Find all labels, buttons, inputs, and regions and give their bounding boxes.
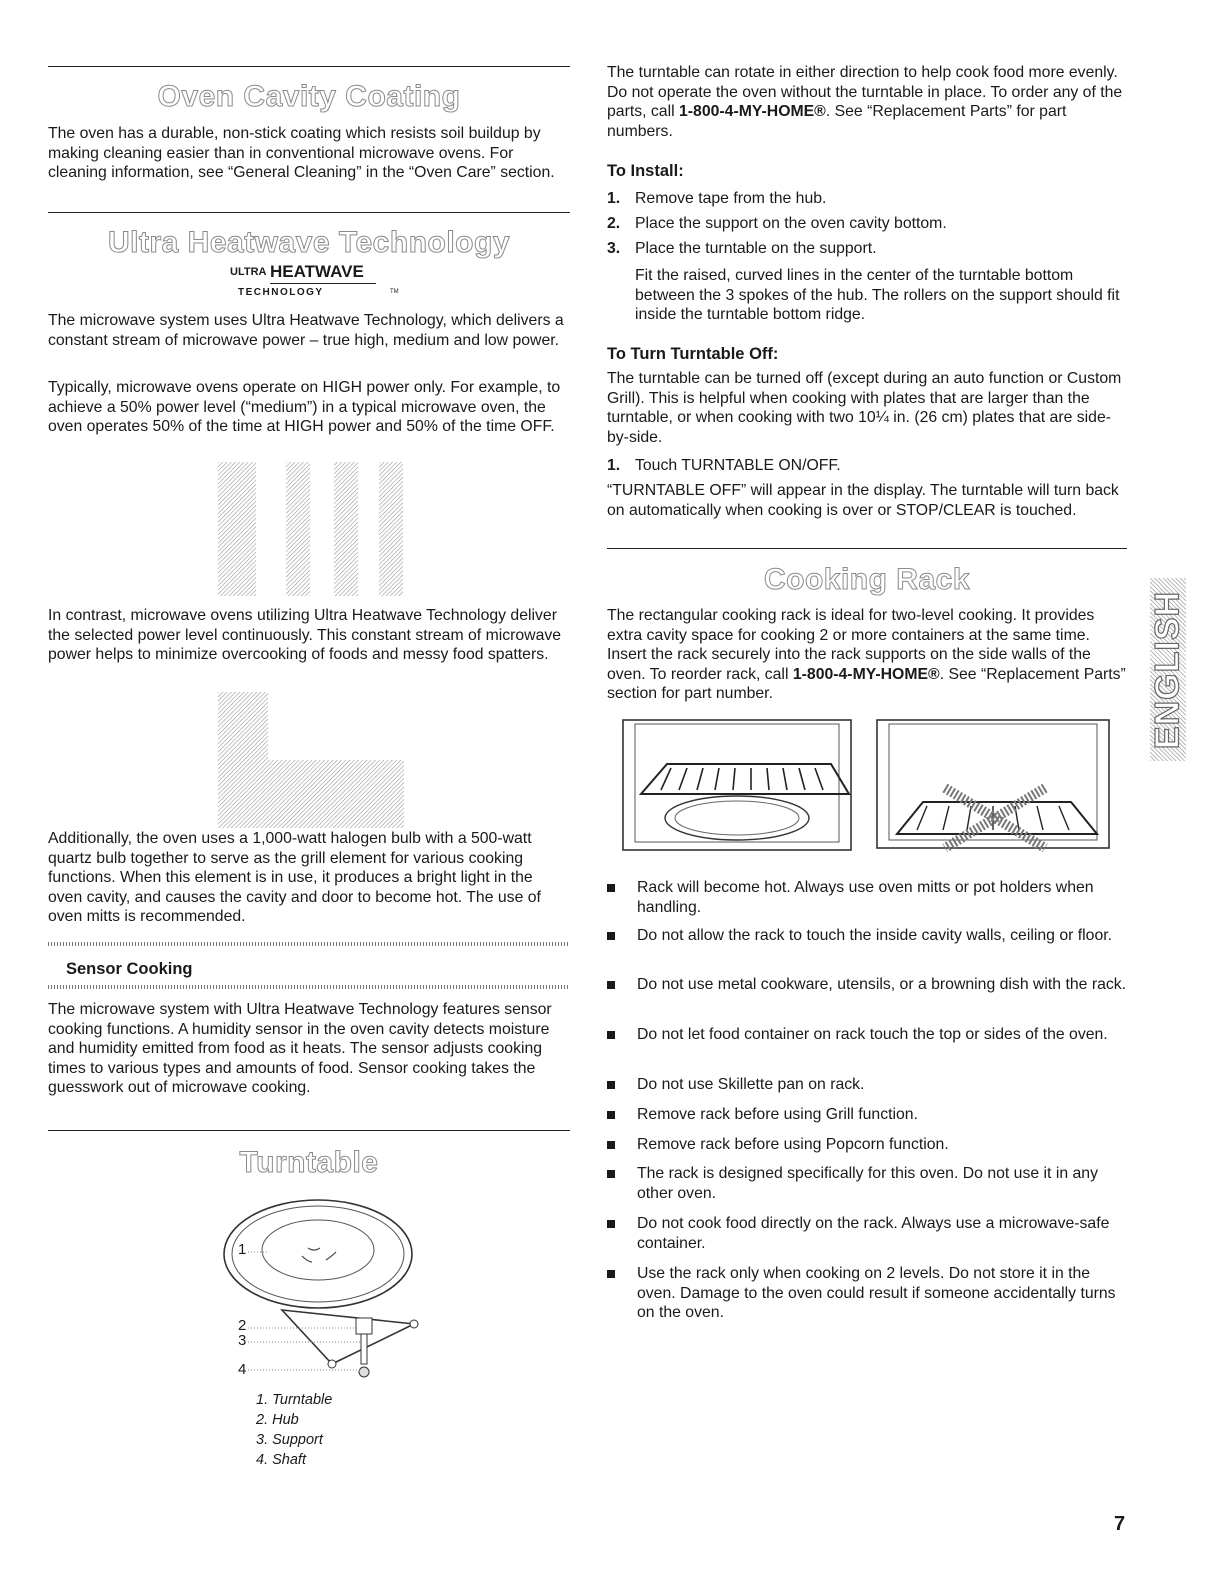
turntable-callout: 1 — [238, 1241, 247, 1258]
heatwave-paragraph-2: Typically, microwave ovens operate on HIGH power only. For example, to achieve a 50% power level (“medium”) in a typical microwave oven, the oven operates 50% of the time at HIGH power and 50% of the time OFF. — [48, 379, 561, 436]
turntable-callout: 3 — [238, 1332, 247, 1349]
to-install-heading: To Install: — [607, 162, 684, 180]
subsection-divider — [48, 942, 570, 946]
cooking-rack-text: The rectangular cooking rack is ideal for two-level cooking. It provides extra cavity space for cooking 2 or more containers at the same time. Insert the rack securely into the rack supports on the side walls of the oven. To reorder rack, call 1-800-4-MY-HOME®. See “Replacement Parts” section for part number. — [607, 607, 1126, 703]
section-divider — [48, 1130, 570, 1131]
turntable-intro: The turntable can rotate in either direction to help cook food more evenly. Do not operate the oven without the turntable in place. To order any of the parts, call 1-800-4-MY-HOME®. See “Replacement Parts” for part numbers. — [607, 64, 1123, 140]
turntable-diagram — [182, 1192, 422, 1388]
rack-bullet: Remove rack before using Popcorn function. — [607, 1135, 1127, 1155]
legend-item: 4. Shaft — [256, 1452, 306, 1468]
oven-cavity-coating-heading: Oven Cavity Coating — [157, 80, 461, 113]
rack-bullet: Do not allow the rack to touch the inside cavity walls, ceiling or floor. — [607, 926, 1127, 946]
install-step: 1. Remove tape from the hub. — [607, 190, 827, 207]
rack-bullet: Use the rack only when cooking on 2 levels. Do not store it in the oven. Damage to the oven could result if someone accidentally turns on the oven. — [607, 1264, 1127, 1323]
sensor-cooking-heading: Sensor Cooking — [66, 960, 193, 978]
legend-item: 2. Hub — [256, 1412, 299, 1428]
legend-item: 3. Support — [256, 1432, 323, 1448]
turntable-heading: Turntable — [239, 1146, 379, 1179]
rack-in-oven-diagram — [621, 718, 853, 852]
turn-off-text: The turntable can be turned off (except during an auto function or Custom Grill). This is helpful when cooking with plates that are larger than the turntable, or when cooking with two 10¼ in. (26 cm) plates that are side-by-side. — [607, 370, 1122, 446]
rack-bullet: Do not let food container on rack touch the top or sides of the oven. — [607, 1025, 1127, 1045]
install-step: 2. Place the support on the oven cavity bottom. — [607, 215, 947, 232]
rack-bullet: Remove rack before using Grill function. — [607, 1105, 1127, 1125]
pulse-bar — [334, 462, 358, 596]
rack-bullet: Do not cook food directly on the rack. Always use a microwave-safe container. — [607, 1214, 1127, 1253]
sensor-cooking-text: The microwave system with Ultra Heatwave Technology features sensor cooking functions. A humidity sensor in the oven cavity detects moisture and humidity emitted from food as it heats. The sensor adjusts cooking times to various types and amounts of food. Sensor cooking takes the guesswork out of microwave cooking. — [48, 1001, 552, 1097]
legend-item: 1. Turntable — [256, 1392, 333, 1408]
heatwave-paragraph-4: Additionally, the oven uses a 1,000-watt halogen bulb with a 500-watt quartz bulb together to serve as the grill element for various cooking functions. When this element is in use, it produces a bright light in the oven cavity, and causes the cavity and door to become hot. The use of oven mitts is recommended. — [48, 830, 541, 926]
page-number: 7 — [1114, 1513, 1126, 1535]
heatwave-paragraph-3: In contrast, microwave ovens utilizing Ultra Heatwave Technology deliver the selected power level continuously. This constant stream of microwave power helps to minimize overcooking of foods and messy food spatters. — [48, 607, 562, 664]
turn-off-heading: To Turn Turntable Off: — [607, 345, 779, 363]
pulse-bar — [218, 462, 256, 596]
turn-off-step: 1. Touch TURNTABLE ON/OFF. — [607, 457, 841, 474]
rack-placement-diagram — [875, 718, 1111, 858]
ultra-heatwave-logo: ULTRA HEATWAVE TECHNOLOGY TM — [230, 262, 399, 298]
turntable-parts-legend — [256, 1390, 332, 1470]
section-divider — [48, 66, 570, 67]
rack-bullet: The rack is designed specifically for this oven. Do not use it in any other oven. — [607, 1164, 1127, 1203]
power-pulse-diagram — [216, 460, 406, 598]
heatwave-paragraph-1: The microwave system uses Ultra Heatwave Technology, which delivers a constant stream of microwave power – true high, medium and low power. — [48, 312, 564, 349]
install-step: 3. Place the turntable on the support. — [607, 240, 877, 257]
turntable-callout: 4 — [238, 1361, 247, 1378]
oven-cavity-coating-text: The oven has a durable, non-stick coating which resists soil buildup by making cleaning easier than in conventional microwave ovens. For cleaning information, see “General Cleaning” in the “Oven Care” section. — [48, 125, 555, 182]
cooking-rack-heading: Cooking Rack — [763, 563, 971, 596]
pulse-bar — [379, 462, 403, 596]
section-divider — [48, 212, 570, 213]
section-divider — [607, 548, 1127, 549]
turn-off-after: “TURNTABLE OFF” will appear in the display. The turntable will turn back on automatically when cooking is over or STOP/CLEAR is touched. — [607, 482, 1119, 519]
language-side-tab: ENGLISH — [1150, 578, 1186, 761]
ultra-heatwave-heading: Ultra Heatwave Technology — [107, 226, 511, 259]
rack-bullet: Rack will become hot. Always use oven mitts or pot holders when handling. — [607, 878, 1127, 917]
turntable-callout: 2 — [238, 1317, 247, 1334]
pulse-bar — [286, 462, 310, 596]
install-note: Fit the raised, curved lines in the center of the turntable bottom between the 3 spokes of the hub. The rollers on the support should fit inside the turntable bottom ridge. — [635, 267, 1120, 324]
continuous-power-diagram — [216, 690, 406, 830]
rack-bullet: Do not use Skillette pan on rack. — [607, 1075, 1127, 1095]
subsection-divider — [48, 985, 570, 989]
rack-bullet: Do not use metal cookware, utensils, or a browning dish with the rack. — [607, 975, 1127, 995]
